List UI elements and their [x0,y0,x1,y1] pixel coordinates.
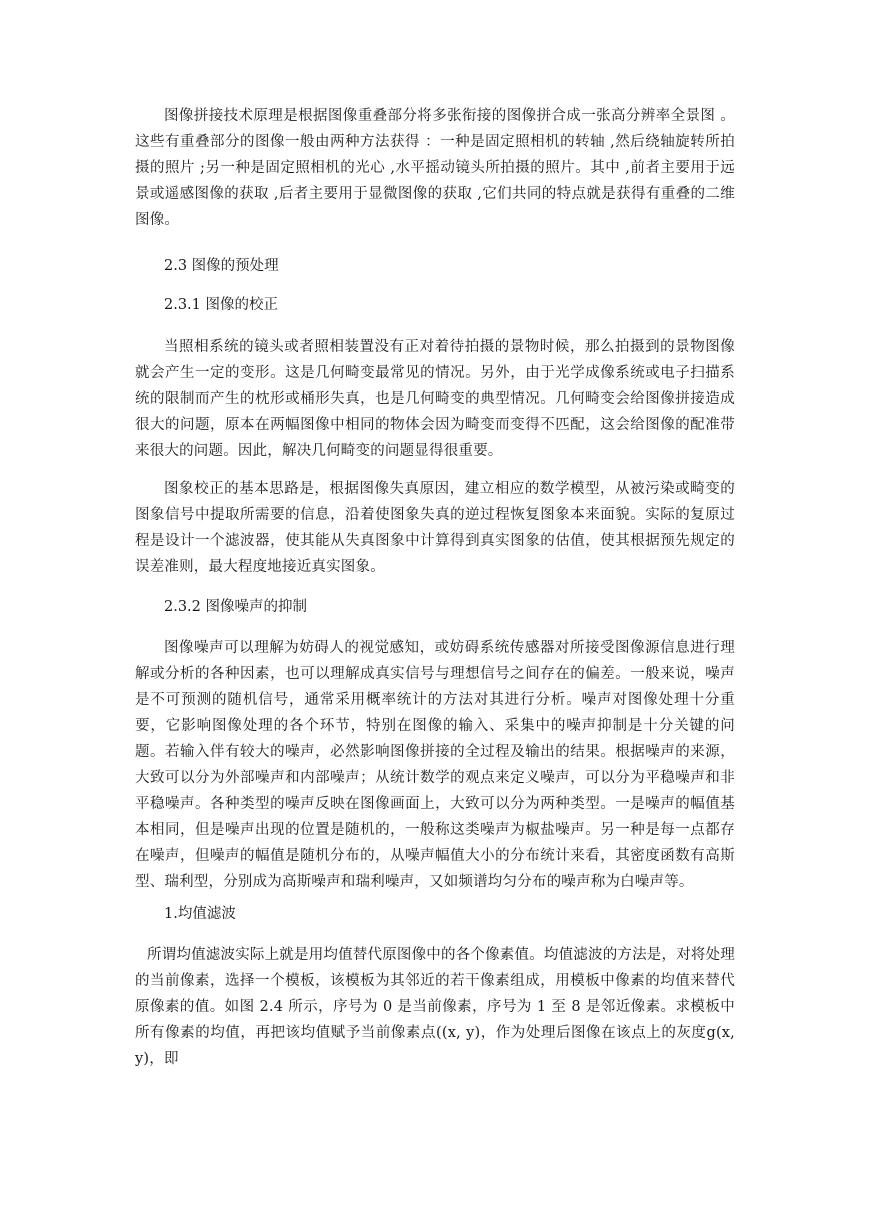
section-heading-2-3-2: 2.3.2 图像噪声的抑制 [164,599,308,615]
paragraph-panorama-principle: 图像拼接技术原理是根据图像重叠部分将多张衔接的图像拼合成一张高分辨率全景图 。这些有重叠部分的图像一般由两种方法获得 ：一种是固定照相机的转轴 ,然后绕轴旋转所拍摄的照片 ;另一种是固定照相机的光心 ,水平摇动镜头所拍摄的照片。其中 ,前者主要用于远景或遥感图像的获取 ,后者主要用于显微图像的获取 ,它们共同的特点就是获得有重叠的二维图像。 [135,108,735,228]
paragraph-geometric-distortion: 当照相系统的镜头或者照相装置没有正对着待拍摄的景物时候，那么拍摄到的景物图像就会产生一定的变形。这是几何畸变最常见的情况。另外，由于光学成像系统或电子扫描系统的限制而产生的枕形或桶形失真，也是几何畸变的典型情况。几何畸变会给图像拼接造成很大的问题，原本在两幅图像中相同的物体会因为畸变而变得不匹配，这会给图像的配准带来很大的问题。因此，解决几何畸变的问题显得很重要。 [135,339,735,459]
paragraph-mean-filter: 所谓均值滤波实际上就是用均值替代原图像中的各个像素值。均值滤波的方法是，对将处理的当前像素，选择一个模板，该模板为其邻近的若干像素组成，用模板中像素的均值来替代原像素的值。如图 2.4 所示，序号为 0 是当前像素，序号为 1 至 8 是邻近像素。求模板中所有像素的均值，再把该均值赋予当前像素点((x, y)，作为处理后图像在该点上的灰度g(x,y)，即 [135,947,735,1067]
section-heading-2-3-1: 2.3.1 图像的校正 [164,297,279,313]
paragraph-image-correction: 图象校正的基本思路是，根据图像失真原因，建立相应的数学模型，从被污染或畸变的图象信号中提取所需要的信息，沿着使图象失真的逆过程恢复图象本来面貌。实际的复原过程是设计一个滤波器，使其能从失真图象中计算得到真实图象的估值，使其根据预先规定的误差准则，最大程度地接近真实图象。 [135,481,735,575]
section-heading-2-3: 2.3 图像的预处理 [164,258,279,274]
subsection-heading-mean-filter: 1.均值滤波 [164,906,236,922]
paragraph-image-noise: 图像噪声可以理解为妨碍人的视觉感知，或妨碍系统传感器对所接受图像源信息进行理解或分析的各种因素，也可以理解成真实信号与理想信号之间存在的偏差。一般来说，噪声是不可预测的随机信号，通常采用概率统计的方法对其进行分析。噪声对图像处理十分重要，它影响图像处理的各个环节，特别在图像的输入、采集中的噪声抑制是十分关键的问题。若输入伴有较大的噪声，必然影响图像拼接的全过程及输出的结果。根据噪声的来源，大致可以分为外部噪声和内部噪声；从统计数学的观点来定义噪声，可以分为平稳噪声和非平稳噪声。各种类型的噪声反映在图像画面上，大致可以分为两种类型。一是噪声的幅值基本相同，但是噪声出现的位置是随机的，一般称这类噪声为椒盐噪声。另一种是每一点都存在噪声，但噪声的幅值是随机分布的，从噪声幅值大小的分布统计来看，其密度函数有高斯型、瑞利型，分别成为高斯噪声和瑞利噪声，又如频谱均匀分布的噪声称为白噪声等。 [135,640,735,890]
